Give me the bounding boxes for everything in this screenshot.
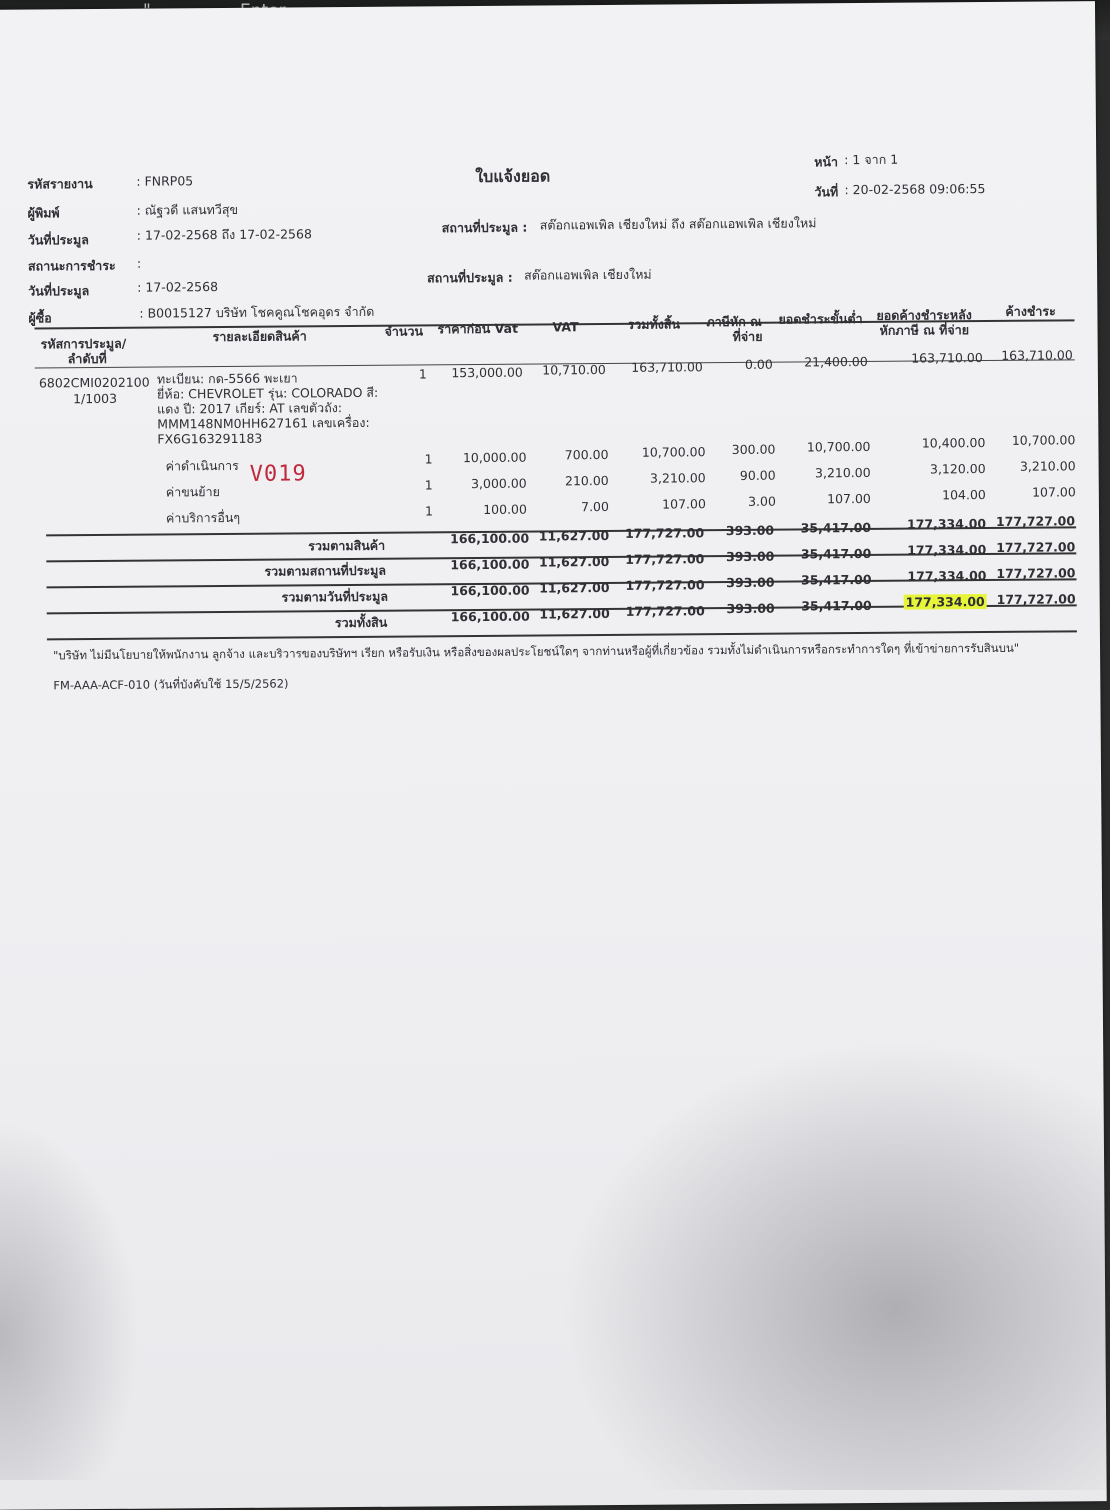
summary-total: 177,727.00 xyxy=(625,577,705,593)
item-min-pay: 21,400.00 xyxy=(804,353,868,370)
summary-total: 177,727.00 xyxy=(625,551,705,567)
highlighted-value: 177,334.00 xyxy=(905,594,985,610)
fee-wht: 3.00 xyxy=(747,493,776,509)
summary-label: รวมทั้งสิน xyxy=(334,614,388,631)
page-title: ใบแจ้งยอด xyxy=(475,166,551,187)
col-pre-vat: ราคาก่อน Vat xyxy=(437,320,519,337)
col-min-pay: ยอดชำระขั้นต่ำ xyxy=(778,310,863,327)
photo-shadow-left xyxy=(0,1120,140,1480)
col-due: ค้างชำระ xyxy=(1005,303,1056,319)
item-qty: 1 xyxy=(418,366,427,382)
summary-wht: 393.00 xyxy=(726,600,775,617)
fee-outstanding: 104.00 xyxy=(942,487,986,503)
summary-pre-vat: 166,100.00 xyxy=(450,556,530,573)
location-label-1: สถานที่ประมูล : xyxy=(441,219,528,236)
col-code-2: ลำดับที่ xyxy=(67,350,107,367)
item-desc-line: MMM148NM0HH627161 เลขเครื่อง: xyxy=(157,414,370,432)
col-total: รวมทั้งสิ้น xyxy=(627,316,681,332)
buyer-label: ผู้ซื้อ xyxy=(28,310,52,326)
summary-label: รวมตามสินค้า xyxy=(308,537,386,554)
fee-wht: 90.00 xyxy=(739,467,776,483)
summary-due: 177,727.00 xyxy=(995,513,1076,529)
col-qty: จำนวน xyxy=(384,323,424,339)
item-code: 6802CMI0202100 xyxy=(38,374,150,391)
summary-total: 177,727.00 xyxy=(624,525,705,541)
fee-total: 10,700.00 xyxy=(641,444,706,460)
item-pre-vat: 153,000.00 xyxy=(451,364,523,381)
item-desc-line: FX6G163291183 xyxy=(157,430,263,447)
summary-wht: 393.00 xyxy=(725,522,775,539)
auction-date-label: วันที่ประมูล xyxy=(27,232,89,248)
auction-date2: : 17-02-2568 xyxy=(137,279,219,295)
summary-vat: 11,627.00 xyxy=(539,605,610,622)
print-date-label: วันที่ xyxy=(814,184,839,200)
page-number: : 1 จาก 1 xyxy=(844,151,899,168)
fee-total: 3,210.00 xyxy=(649,470,706,486)
printer-label: ผู้พิมพ์ xyxy=(27,205,60,221)
summary-pre-vat: 166,100.00 xyxy=(450,608,530,625)
summary-outstanding-highlighted xyxy=(895,595,987,610)
col-outstanding-2: หักภาษี ณ ที่จ่าย xyxy=(879,322,970,338)
item-desc-line: ทะเบียน: กด-5566 พะเยา xyxy=(156,370,298,387)
summary-min-pay: 35,417.00 xyxy=(801,597,872,614)
summary-due: 177,727.00 xyxy=(996,591,1076,607)
fee-min-pay: 107.00 xyxy=(827,490,871,507)
report-code: : FNRP05 xyxy=(136,173,194,189)
report-code-label: รหัสรายงาน xyxy=(27,176,93,192)
summary-outstanding: 177,334.00 xyxy=(906,516,987,532)
col-vat: VAT xyxy=(552,319,579,335)
summary-due: 177,727.00 xyxy=(996,565,1076,581)
fee-label: ค่าดำเนินการ xyxy=(165,457,239,474)
summary-outstanding: 177,334.00 xyxy=(907,568,987,584)
fee-due: 3,210.00 xyxy=(1019,458,1076,474)
summary-label: รวมตามวันที่ประมูล xyxy=(281,588,389,605)
auction-date2-label: วันที่ประมูล xyxy=(28,283,90,299)
summary-due: 177,727.00 xyxy=(996,539,1076,555)
payment-status: : xyxy=(136,255,142,271)
item-outstanding: 163,710.00 xyxy=(911,350,983,366)
fee-min-pay: 10,700.00 xyxy=(806,438,871,455)
photo-shadow xyxy=(560,1040,1110,1490)
fee-due: 10,700.00 xyxy=(1011,432,1076,448)
summary-vat: 11,627.00 xyxy=(539,579,610,596)
fee-vat: 210.00 xyxy=(564,472,609,489)
payment-status-label: สถานะการชำระ xyxy=(27,257,116,274)
summary-outstanding: 177,334.00 xyxy=(907,542,987,558)
fee-min-pay: 3,210.00 xyxy=(814,464,871,481)
item-seq: 1/1003 xyxy=(72,390,118,407)
fee-outstanding: 3,120.00 xyxy=(929,461,986,477)
fee-pre-vat: 3,000.00 xyxy=(471,475,527,492)
fee-pre-vat: 100.00 xyxy=(483,501,527,517)
fee-label: ค่าขนย้าย xyxy=(165,484,220,500)
fee-qty: 1 xyxy=(424,451,433,467)
printer-name: : ณัฐวดี แสนทวีสุข xyxy=(136,201,239,218)
item-desc-line: ยี่ห้อ: CHEVROLET รุ่น: COLORADO สี: xyxy=(156,384,379,402)
item-desc-line: แดง ปี: 2017 เกียร์: AT เลขตัวถัง: xyxy=(157,400,343,417)
summary-vat: 11,627.00 xyxy=(538,527,610,544)
fee-vat: 700.00 xyxy=(564,446,609,463)
buyer-name: : B0015127 บริษัท โชคคูณโชคอุดร จำกัด xyxy=(139,303,375,321)
summary-wht: 393.00 xyxy=(726,574,775,591)
handwritten-note: V019 xyxy=(249,461,307,487)
col-desc: รายละเอียดสินค้า xyxy=(212,328,307,345)
col-wht-2: ที่จ่าย xyxy=(732,328,763,345)
page-label: หน้า xyxy=(814,154,839,170)
fee-outstanding: 10,400.00 xyxy=(921,435,986,451)
summary-pre-vat: 166,100.00 xyxy=(450,582,530,599)
item-wht: 0.00 xyxy=(744,356,773,372)
print-date: : 20-02-2568 09:06:55 xyxy=(844,181,986,198)
summary-min-pay: 35,417.00 xyxy=(800,519,872,536)
summary-total: 177,727.00 xyxy=(625,603,705,619)
item-vat: 10,710.00 xyxy=(542,362,606,378)
footer-notice: "บริษัท ไม่มีนโยบายให้พนักงาน ลูกจ้าง และบริวารของบริษัทฯ เรียก หรือรับเงิน หรือสิ่งของผลประโยชน์ใดๆ จากท่านหรือผู้ที่เกี่ยวข้อง รวมทั้งไม่ดำเนินการหรือกระทำการใดๆ ที่เข้าข่ายการรับสินบน" xyxy=(53,640,1020,663)
form-code: FM-AAA-ACF-010 (วันที่บังคับใช้ 15/5/2562) xyxy=(53,676,289,693)
item-due: 163,710.00 xyxy=(1001,347,1073,363)
summary-bottom-border xyxy=(47,630,1077,640)
summary-min-pay: 35,417.00 xyxy=(801,571,872,588)
fee-vat: 7.00 xyxy=(581,498,609,515)
col-wht: ภาษีหัก ณ xyxy=(706,313,762,330)
auction-date-range: : 17-02-2568 ถึง 17-02-2568 xyxy=(136,226,312,243)
summary-label: รวมตามสถานที่ประมูล xyxy=(264,562,387,579)
col-outstanding: ยอดค้างชำระหลัง xyxy=(876,307,972,323)
fee-qty: 1 xyxy=(424,477,433,493)
summary-wht: 393.00 xyxy=(726,548,775,565)
item-total: 163,710.00 xyxy=(631,359,703,375)
fee-due: 107.00 xyxy=(1032,484,1076,500)
summary-min-pay: 35,417.00 xyxy=(800,545,872,562)
location-label-2: สถานที่ประมูล : xyxy=(427,269,513,286)
location-1: สต๊อกแอพเพิล เชียงใหม่ ถึง สต๊อกแอพเพิล เชียงใหม่ xyxy=(539,215,817,233)
fee-wht: 300.00 xyxy=(731,441,776,458)
fee-label: ค่าบริการอื่นๆ xyxy=(165,509,241,526)
col-code: รหัสการประมูล/ xyxy=(40,335,127,352)
fee-pre-vat: 10,000.00 xyxy=(462,449,527,466)
fee-qty: 1 xyxy=(424,503,433,519)
summary-vat: 11,627.00 xyxy=(538,553,610,570)
location-2: สต๊อกแอพเพิล เชียงใหม่ xyxy=(524,266,652,283)
fee-total: 107.00 xyxy=(662,496,706,512)
summary-pre-vat: 166,100.00 xyxy=(450,530,530,547)
